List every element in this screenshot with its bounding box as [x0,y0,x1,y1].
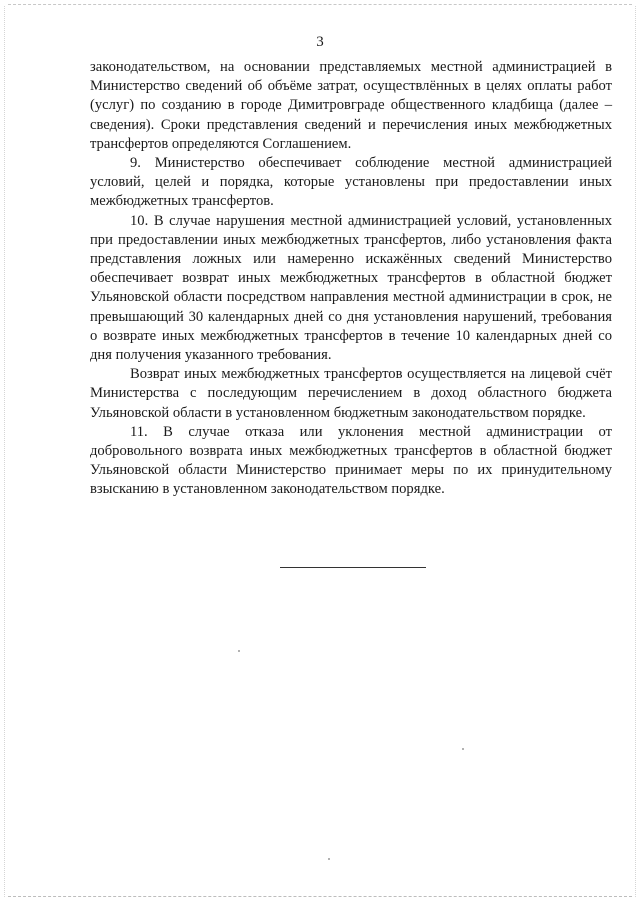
end-of-document-line [280,567,426,568]
scan-speck [462,748,464,750]
scan-edge-left [4,6,5,897]
page-number: 3 [316,34,324,50]
scan-speck [328,858,330,860]
scan-edge-bottom [8,896,632,897]
paragraph-refund: Возврат иных межбюджетных трансфертов осуществляется на лицевой счёт Министерства с последующим перечислением в доход областного бюджета Ульяновской области в установленном бюджетным законодательством порядке. [90,366,612,421]
paragraph-item-11: 11. В случае отказа или уклонения местной администрации от добровольного возврата иных межбюджетных трансфертов в областной бюджет Ульяновской области Министерство принимает меры по их принудительному взысканию в установленном законодательством порядке. [90,423,612,498]
scan-edge-right [635,6,636,897]
document-body [90,58,612,500]
paragraph-continuation: законодательством, на основании представляемых местной администрацией в Министерство сведений об объёме затрат, осуществлённых в целях оплаты работ (услуг) по созданию в городе Димитровграде общественного кладбища (далее – сведения). Сроки представления сведений и перечисления иных межбюджетных трансфертов определяются Соглашением. [90,59,612,152]
paragraph-item-9: 9. Министерство обеспечивает соблюдение местной администрацией условий, целей и порядка, которые установлены при предоставлении иных межбюджетных трансфертов. [90,155,612,210]
paragraph-item-10: 10. В случае нарушения местной администрацией условий, установленных при предоставлении иных межбюджетных трансфертов, либо установления факта представления ложных или намеренно искажённых сведений Министерство обеспечивает возврат иных межбюджетных трансфертов в областной бюджет Ульяновской области посредством направления местной администрации в срок, не превышающий 30 календарных дней со дня установления нарушений, требования о возврате иных межбюджетных трансфертов в течение 10 календарных дней со дня получения указанного требования. [90,212,612,364]
scan-speck [238,650,240,652]
scan-edge-top [8,4,632,5]
